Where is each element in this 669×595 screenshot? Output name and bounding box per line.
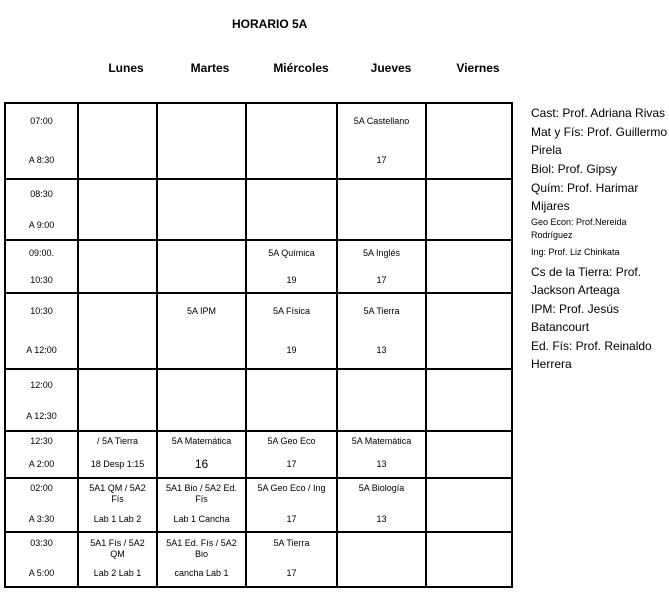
class-room: 19 [286,345,297,355]
class-cell [78,478,157,532]
class-cell [337,103,426,179]
legend-item: Mat y Fís: Prof. Guillermo Pirela [531,125,668,157]
time-start: 10:30 [30,306,53,316]
day-header-viernes: Viernes [456,61,500,75]
class-room: 17 [286,459,297,469]
class-cell [426,179,512,240]
schedule-row [5,369,512,431]
time-cell [5,431,78,478]
class-cell [157,103,246,179]
schedule-row [5,293,512,369]
class-room: Lab 2 Lab 1 [93,568,142,578]
schedule-row [5,431,512,478]
schedule-row [5,240,512,293]
class-cell [157,478,246,532]
class-subject: 5A Biología [358,483,405,493]
class-subject: 5A1 QM / 5A2 Fís [89,483,146,504]
time-cell [5,532,78,587]
schedule-row [5,532,512,587]
class-room: Lab 1 Lab 2 [93,514,142,524]
time-end: A 5:00 [28,568,55,578]
class-cell [426,532,512,587]
schedule-title: HORARIO 5A [232,17,308,31]
day-header-miercoles: Miércoles [273,61,329,75]
day-header-martes: Martes [190,61,230,75]
class-room: 17 [376,155,387,165]
class-subject: 5A1 Bio / 5A2 Ed. Fís [165,483,238,504]
class-subject: 5A Tierra [273,538,310,548]
legend-item: Cs de la Tierra: Prof. Jackson Arteaga [531,265,642,297]
class-cell [246,179,337,240]
class-subject: 5A Matemática [351,436,412,446]
time-start: 12:30 [30,436,53,446]
time-end: A 12:00 [26,345,57,355]
class-cell [246,103,337,179]
class-cell [426,240,512,293]
class-cell [78,293,157,369]
class-room: 17 [376,275,387,285]
schedule-row [5,478,512,532]
class-cell [157,293,246,369]
time-end: A 8:30 [28,155,55,165]
class-cell [337,369,426,431]
class-subject: 5A IPM [186,306,216,316]
class-cell [78,179,157,240]
class-room: 13 [376,459,387,469]
class-cell [426,369,512,431]
legend-item: Cast: Prof. Adriana Rivas [531,106,666,120]
class-cell [337,478,426,532]
time-start: 02:00 [30,483,53,493]
class-cell [246,478,337,532]
time-end: A 2:00 [28,459,55,469]
legend-item: Ing: Prof. Liz Chinkata [531,247,620,257]
class-room: 17 [286,514,297,524]
class-cell [246,293,337,369]
class-cell [426,293,512,369]
class-subject: 5A Geo Eco [267,436,316,446]
legend-item: Geo Econ: Prof.Nereida Rodríguez [531,217,627,240]
class-room: 17 [286,568,297,578]
class-cell [337,240,426,293]
class-subject: 5A Castellano [353,116,410,126]
class-cell [157,179,246,240]
class-subject: 5A Física [272,306,310,316]
class-cell [246,532,337,587]
time-cell [5,478,78,532]
time-start: 03:30 [30,538,53,548]
time-end: A 9:00 [28,220,55,230]
class-cell [78,369,157,431]
time-end: 10:30 [30,275,53,285]
class-cell [78,240,157,293]
time-start: 07:00 [30,116,53,126]
class-cell [337,532,426,587]
class-cell [157,532,246,587]
day-header-jueves: Jueves [370,61,412,75]
class-subject: 5A1 Fís / 5A2 QM [90,538,145,559]
time-end: A 12:30 [26,411,57,421]
class-room: 16 [194,457,209,471]
class-cell [157,369,246,431]
time-start: 08:30 [30,189,53,199]
class-subject: 5A1 Ed. Fís / 5A2 Bio [166,538,237,559]
class-cell [426,431,512,478]
time-start: 12:00 [30,380,53,390]
class-room: 19 [286,275,297,285]
time-cell [5,103,78,179]
time-start: 09:00. [28,248,55,258]
legend-item: Biol: Prof. Gipsy [531,162,618,176]
class-cell [78,431,157,478]
schedule-row [5,103,512,179]
class-subject: 5A Tierra [363,306,400,316]
class-cell [337,431,426,478]
day-header-lunes: Lunes [108,61,144,75]
schedule-row [5,179,512,240]
time-cell [5,293,78,369]
teacher-legend [531,104,669,374]
class-cell [426,103,512,179]
legend-item: Quím: Prof. Harimar Mijares [531,181,639,213]
legend-item: IPM: Prof. Jesús Batancourt [531,302,620,334]
class-cell [78,103,157,179]
class-cell [246,240,337,293]
time-cell [5,240,78,293]
class-room: 18 Desp 1:15 [90,459,145,469]
class-cell [157,240,246,293]
class-room: 13 [376,514,387,524]
legend-item: Ed. Fís: Prof. Reinaldo Herrera [531,339,652,371]
class-cell [337,179,426,240]
class-subject: 5A Química [268,248,315,258]
class-cell [246,369,337,431]
schedule-table [4,102,513,588]
class-cell [157,431,246,478]
time-end: A 3:30 [28,514,55,524]
class-cell [78,532,157,587]
class-subject: / 5A Tierra [96,436,139,446]
class-room: cancha Lab 1 [174,568,229,578]
class-cell [426,478,512,532]
class-room: Lab 1 Cancha [173,514,230,524]
class-subject: 5A Inglés [362,248,401,258]
class-subject: 5A Geo Eco / Ing [257,483,326,493]
time-cell [5,369,78,431]
class-room: 13 [376,345,387,355]
class-cell [337,293,426,369]
class-subject: 5A Matemática [171,436,232,446]
class-cell [246,431,337,478]
time-cell [5,179,78,240]
